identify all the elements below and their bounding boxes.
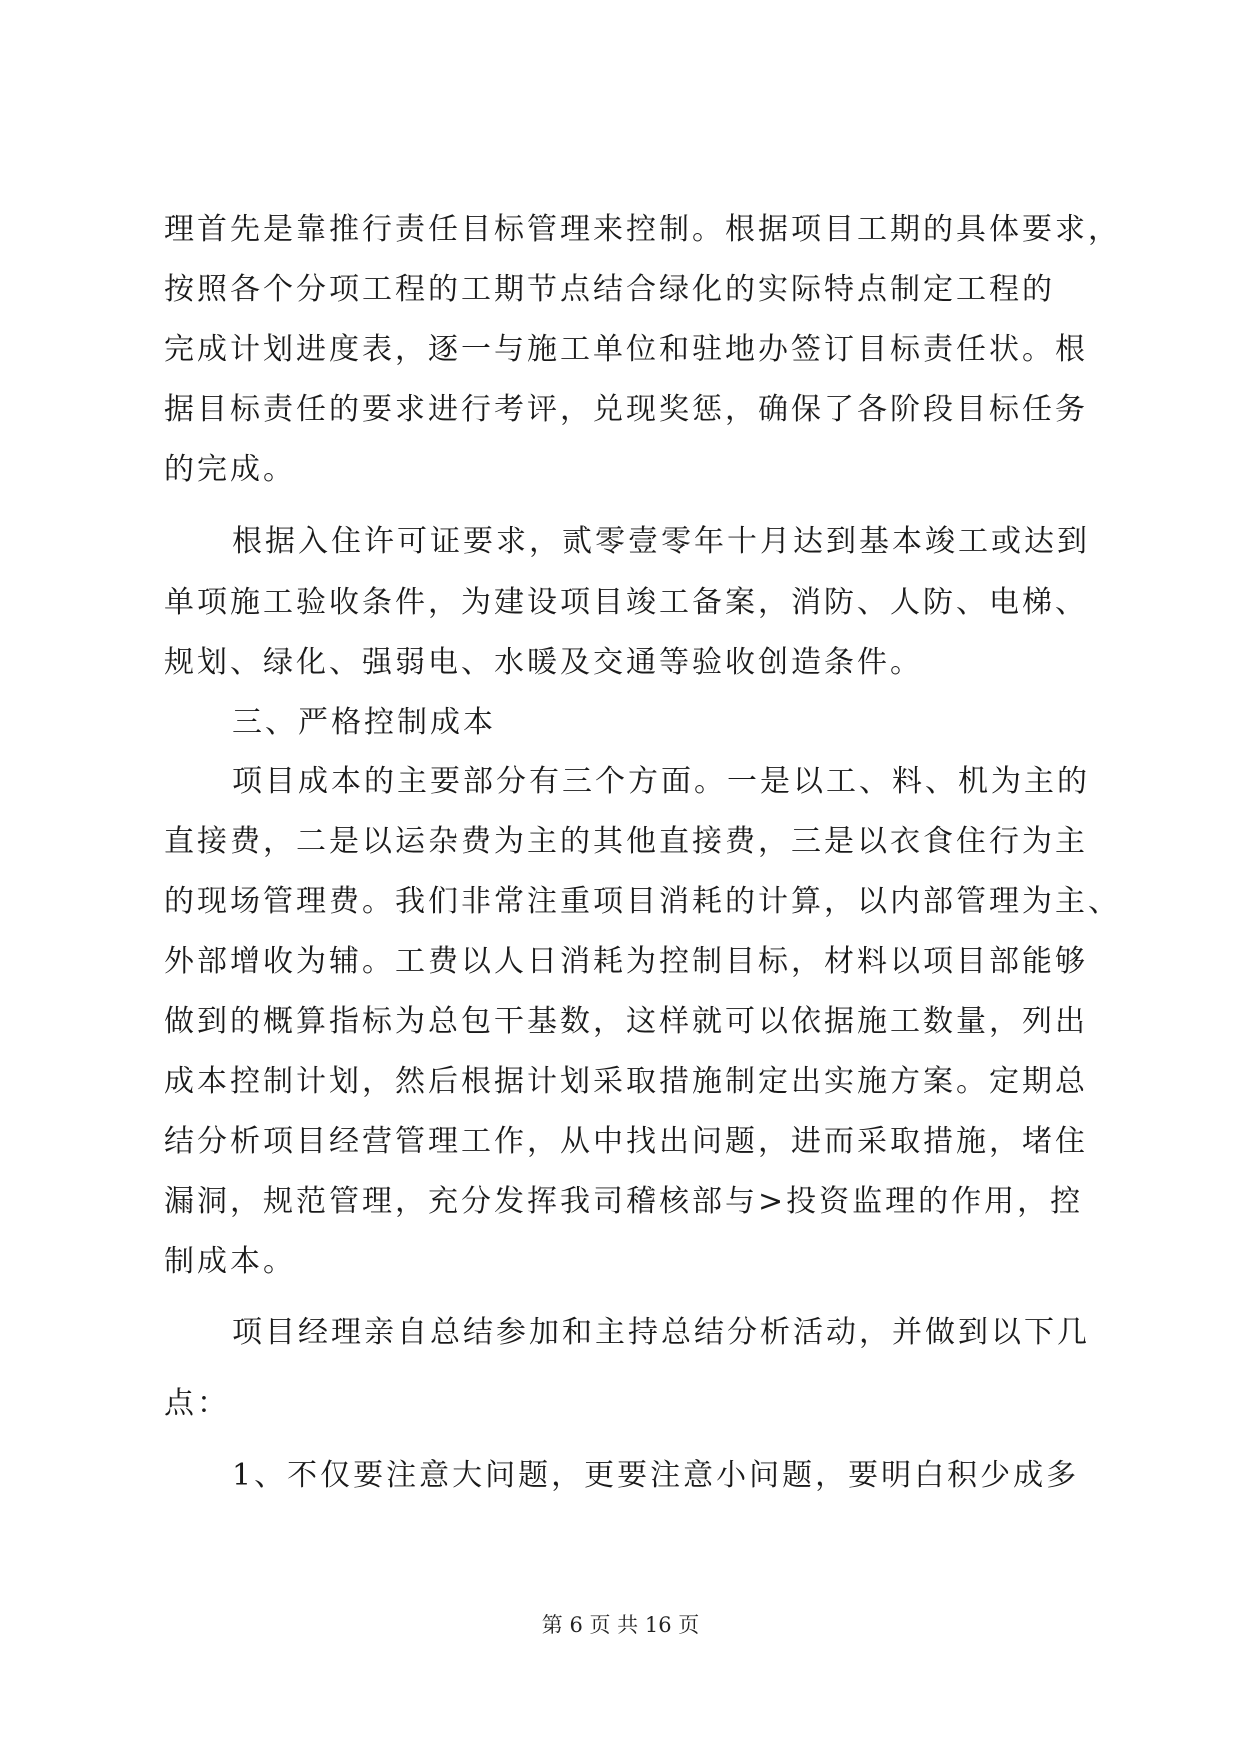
body-text-line: 项目成本的主要部分有三个方面。一是以工、料、机为主的: [232, 764, 1090, 799]
body-text-line: 据目标责任的要求进行考评，兑现奖惩，确保了各阶段目标任务: [164, 392, 1088, 427]
page-number-footer: 第 6 页 共 16 页: [541, 1613, 700, 1637]
body-text-line: 完成计划进度表，逐一与施工单位和驻地办签订目标责任状。根: [164, 332, 1088, 367]
body-text-line: 外部增收为辅。工费以人日消耗为控制目标，材料以项目部能够: [164, 944, 1088, 979]
body-text-line: 理首先是靠推行责任目标管理来控制。根据项目工期的具体要求，: [164, 212, 1121, 247]
body-text-line: 点：: [164, 1386, 230, 1421]
list-item: 1、不仅要注意大问题，更要注意小问题，要明白积少成多: [232, 1458, 1080, 1493]
body-text-line: 制成本。: [164, 1244, 296, 1279]
body-text-line: 按照各个分项工程的工期节点结合绿化的实际特点制定工程的: [164, 272, 1055, 307]
body-text-line: 单项施工验收条件，为建设项目竣工备案，消防、人防、电梯、: [164, 585, 1088, 620]
body-text-line: 直接费，二是以运杂费为主的其他直接费，三是以衣食住行为主: [164, 824, 1088, 859]
body-text-line: 结分析项目经营管理工作，从中找出问题，进而采取措施，堵住: [164, 1124, 1088, 1159]
body-text-line: 成本控制计划，然后根据计划采取措施制定出实施方案。定期总: [164, 1064, 1088, 1099]
body-text-line: 项目经理亲自总结参加和主持总结分析活动，并做到以下几: [232, 1315, 1090, 1350]
body-text-line: 的现场管理费。我们非常注重项目消耗的计算，以内部管理为主、: [164, 884, 1121, 919]
body-text-line: 规划、绿化、强弱电、水暖及交通等验收创造条件。: [164, 645, 923, 680]
body-text-line: 的完成。: [164, 452, 296, 487]
section-heading: 三、严格控制成本: [232, 705, 496, 740]
body-text-line: 根据入住许可证要求，贰零壹零年十月达到基本竣工或达到: [232, 524, 1090, 559]
body-text-line: 做到的概算指标为总包干基数，这样就可以依据施工数量，列出: [164, 1004, 1088, 1039]
body-text-line: 漏洞，规范管理，充分发挥我司稽核部与>投资监理的作用，控: [164, 1184, 1084, 1219]
